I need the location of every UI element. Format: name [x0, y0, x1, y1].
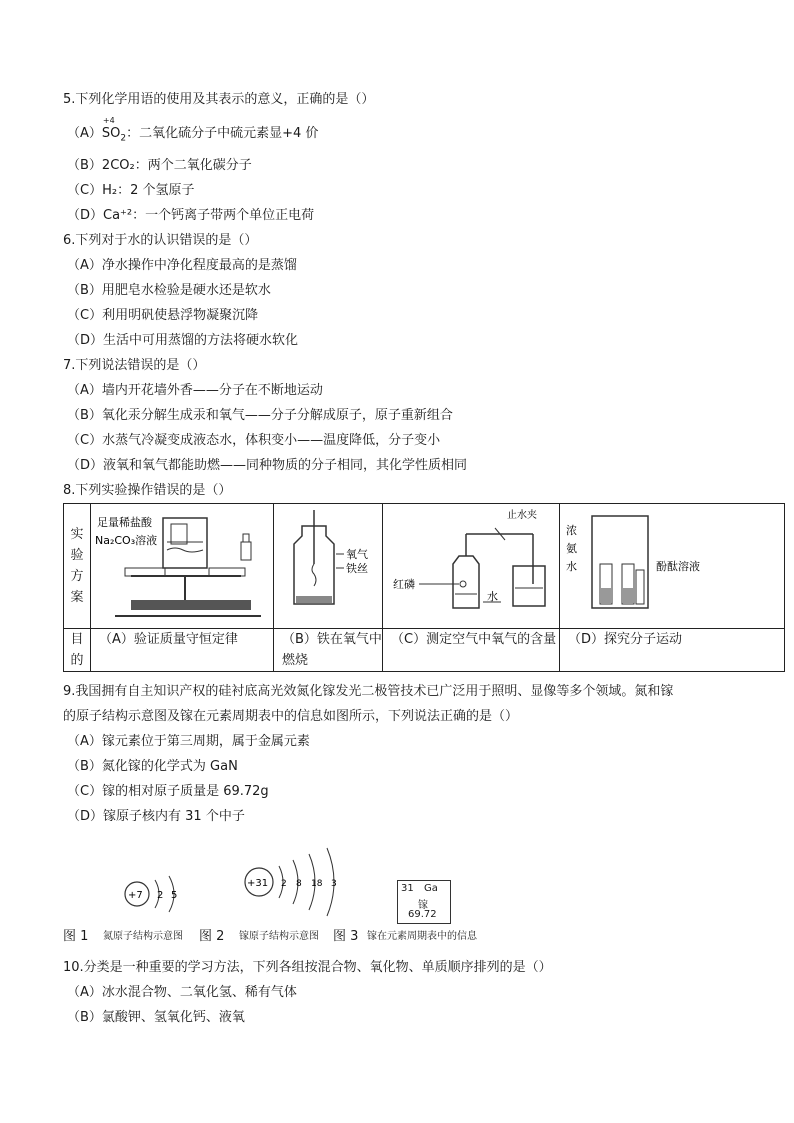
- header-char: 实: [70, 527, 84, 542]
- purpose-c: [383, 629, 560, 672]
- element-symbol: S: [101, 126, 111, 141]
- fig3-label: 图 3: [333, 929, 359, 944]
- question-6-option-a: （A）净水操作中净化程度最高的是蒸馏: [67, 258, 297, 273]
- question-5-option-a: [67, 116, 319, 147]
- ga-shell-3: 18: [311, 879, 323, 889]
- n-shell-1: 2: [157, 890, 164, 901]
- fig3-caption: 镓在元素周期表中的信息: [367, 931, 477, 942]
- question-9-option-a: （A）镓元素位于第三周期，属于金属元素: [67, 734, 310, 749]
- question-7-option-a: （A）墙内开花墙外香——分子在不断地运动: [67, 383, 323, 398]
- purpose-a: [91, 629, 274, 672]
- fig1-caption: 氮原子结构示意图: [103, 931, 183, 942]
- header-char: 目: [70, 632, 84, 647]
- label-carbonate: Na₂CO₃溶液: [95, 534, 158, 547]
- question-7-option-d: （D）液氧和氧气都能助燃——同种物质的分子相同，其化学性质相同: [67, 458, 468, 473]
- purpose-b-text: （B）铁在氧气中燃烧: [282, 632, 382, 668]
- option-a-label: （A）: [67, 126, 102, 141]
- question-10-option-b: （B）氯酸钾、氢氧化钙、液氧: [67, 1010, 245, 1025]
- question-5-stem: 5.下列化学用语的使用及其表示的意义，正确的是（）: [63, 92, 375, 107]
- ga-shell-4: 3: [331, 879, 337, 889]
- experiment-table: [63, 503, 785, 672]
- question-7-stem: 7.下列说法错误的是（）: [63, 358, 206, 373]
- header-char: 方: [70, 569, 84, 584]
- question-9-option-c: （C）镓的相对原子质量是 69.72g: [67, 784, 269, 799]
- purpose-d: [560, 629, 785, 672]
- label-water: 水: [487, 590, 498, 603]
- fig2-label: 图 2: [199, 929, 225, 944]
- question-9-option-b: （B）氮化镓的化学式为 GaN: [67, 759, 238, 774]
- element-name-ga: 镓: [418, 900, 428, 911]
- label-acid: 足量稀盐酸: [97, 516, 152, 529]
- question-6-option-b: （B）用肥皂水检验是硬水还是软水: [67, 283, 271, 298]
- question-7-option-b: （B）氧化汞分解生成汞和氧气——分子分解成原子，原子重新组合: [67, 408, 453, 423]
- question-7-option-c: （C）水蒸气冷凝变成液态水，体积变小——温度降低，分子变小: [67, 433, 441, 448]
- fig2-caption: 镓原子结构示意图: [239, 931, 319, 942]
- question-10-stem: 10.分类是一种重要的学习方法，下列各组按混合物、氧化物、单质顺序排列的是（）: [63, 960, 552, 975]
- question-5-option-d: （D）Ca⁺²：一个钙离子带两个单位正电荷: [67, 208, 315, 223]
- n-nucleus: +7: [128, 890, 143, 901]
- fig1-label: 图 1: [63, 929, 89, 944]
- nitrogen-atom-diagram: [119, 864, 199, 924]
- experiment-image-a: [91, 504, 274, 629]
- question-9-stem-line-2: 的原子结构示意图及镓在元素周期表中的信息如图所示，下列说法正确的是（）: [63, 709, 519, 724]
- experiment-image-d: [560, 504, 785, 629]
- formula-subscript: 2: [120, 133, 127, 144]
- question-6-option-c: （C）利用明矾使悬浮物凝聚沉降: [67, 308, 259, 323]
- question-9-stem-line-1: 9.我国拥有自主知识产权的硅衬底高光效氮化镓发光二极管技术已广泛用于照明、显像等多个领域。氮和镓: [63, 684, 674, 699]
- question-6-stem: 6.下列对于水的认识错误的是（）: [63, 233, 258, 248]
- purpose-b: [274, 629, 383, 672]
- question-5-option-b: （B）2CO₂：两个二氧化碳分子: [67, 158, 252, 173]
- row-header-scheme: [64, 504, 91, 629]
- question-9-figures: [63, 840, 783, 950]
- experiment-image-c: [383, 504, 560, 629]
- header-char: 验: [70, 548, 84, 563]
- label-red-phosphorus: 红磷: [393, 578, 415, 591]
- n-shell-2: 5: [171, 890, 178, 901]
- valence-mark: +4: [102, 116, 115, 125]
- purpose-a-text: （A）验证质量守恒定律: [99, 632, 238, 647]
- row-header-purpose: [64, 629, 91, 672]
- header-char: 案: [70, 590, 84, 605]
- label-phenolphthalein: 酚酞溶液: [656, 560, 700, 573]
- question-8-stem: 8.下列实验操作错误的是（）: [63, 483, 232, 498]
- label-oxygen: 氧气: [346, 548, 368, 561]
- question-9-option-d: （D）镓原子核内有 31 个中子: [67, 809, 245, 824]
- ga-shell-2: 8: [296, 879, 302, 889]
- balance-apparatus-image: [91, 504, 273, 628]
- molecular-motion-image: [560, 504, 786, 628]
- oxygen-content-apparatus-image: [383, 504, 559, 628]
- question-10-option-a: （A）冰水混合物、二氧化氢、稀有气体: [67, 985, 297, 1000]
- experiment-image-b: [274, 504, 383, 629]
- question-5-option-c: （C）H₂：2 个氢原子: [67, 183, 195, 198]
- purpose-c-text: （C）测定空气中氧气的含量: [391, 632, 557, 647]
- option-a-text: ：二氧化硫分子中硫元素显+4 价: [126, 126, 319, 141]
- formula-part: O: [110, 126, 121, 141]
- label-concentrated: 浓: [566, 524, 577, 537]
- ga-shell-1: 2: [281, 879, 287, 889]
- purpose-d-text: （D）探究分子运动: [568, 632, 683, 647]
- iron-oxygen-bottle-image: [274, 504, 382, 628]
- atomic-number: 31: [401, 883, 414, 894]
- label-clamp: 止水夹: [507, 510, 537, 521]
- ga-nucleus: +31: [247, 878, 269, 889]
- label-water-d: 水: [566, 560, 577, 573]
- header-char: 的: [70, 653, 84, 668]
- label-ammonia: 氨: [566, 542, 577, 555]
- gallium-atom-diagram: [239, 844, 359, 920]
- atomic-mass: 69.72: [408, 909, 437, 920]
- element-symbol-ga: Ga: [424, 883, 438, 894]
- periodic-cell-gallium: [397, 880, 451, 924]
- question-6-option-d: （D）生活中可用蒸馏的方法将硬水软化: [67, 333, 299, 348]
- valence-symbol: [101, 116, 115, 142]
- label-iron-wire: 铁丝: [346, 562, 368, 575]
